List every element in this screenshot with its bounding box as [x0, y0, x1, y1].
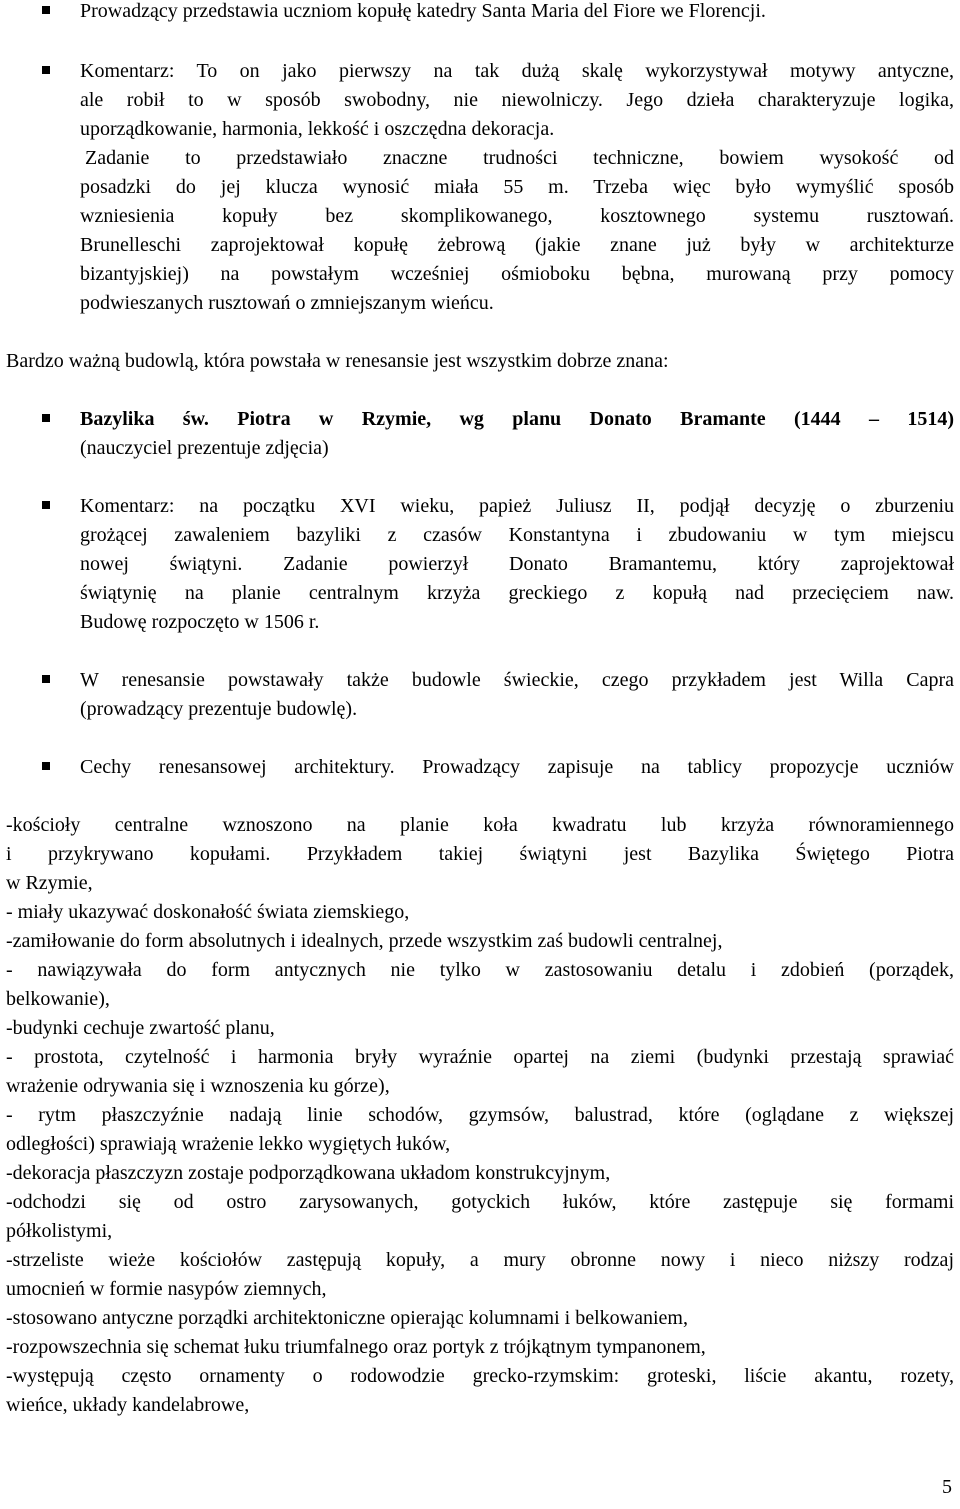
- list-line: -kościoły centralne wznoszono na planie koła kwadratu lub krzyża równoramiennego: [6, 814, 954, 836]
- list-line: odległości) sprawiają wrażenie lekko wygiętych łuków,: [6, 1133, 451, 1155]
- list-line: - rytm płaszczyźnie nadają linie schodów, gzymsów, balustrad, które (oglądane z większej: [6, 1104, 954, 1126]
- paragraph-line: Budowę rozpoczęto w 1506 r.: [80, 611, 320, 633]
- paragraph-line: podwieszanych rusztowań o zmniejszanym wieńcu.: [80, 292, 494, 314]
- paragraph-line: W renesansie powstawały także budowle świeckie, czego przykładem jest Willa Capra: [80, 669, 954, 691]
- paragraph-line: świątynię na planie centralnym krzyża greckiego z kopułą nad przecięciem naw.: [80, 582, 954, 604]
- paragraph-line: bizantyjskiej) na powstałym wcześniej ośmioboku bębna, murowaną przy pomocy: [80, 263, 954, 285]
- list-line: -dekoracja płaszczyzn zostaje podporządkowana układom konstrukcyjnym,: [6, 1162, 611, 1184]
- list-line: -występują często ornamenty o rodowodzie grecko-rzymskim: groteski, liście akantu, rozety,: [6, 1365, 954, 1387]
- list-line: -stosowano antyczne porządki architektoniczne opierając kolumnami i belkowaniem,: [6, 1307, 688, 1329]
- list-line: półkolistymi,: [6, 1220, 113, 1242]
- paragraph-line: Zadanie to przedstawiało znaczne trudności techniczne, bowiem wysokość od: [85, 147, 954, 169]
- list-line: w Rzymie,: [6, 872, 93, 894]
- bullet-square: [42, 66, 50, 74]
- list-line: belkowanie),: [6, 988, 110, 1010]
- paragraph-line: uporządkowanie, harmonia, lekkość i oszczędna dekoracja.: [80, 118, 555, 140]
- list-line: -strzeliste wieże kościołów zastępują kopuły, a mury obronne nowy i nieco niższy rodzaj: [6, 1249, 954, 1271]
- bullet-square: [42, 6, 50, 14]
- intro-text: Bardzo ważną budowlą, która powstała w renesansie jest wszystkim dobrze znana:: [6, 350, 669, 372]
- list-line: - prostota, czytelność i harmonia bryły wyraźnie opartej na ziemi (budynki przestają sprawiać: [6, 1046, 954, 1068]
- list-line: -rozpowszechnia się schemat łuku triumfalnego oraz portyk z trójkątnym tympanonem,: [6, 1336, 706, 1358]
- bullet-square: [42, 414, 50, 422]
- list-line: - miały ukazywać doskonałość świata ziemskiego,: [6, 901, 410, 923]
- heading-basilica-text: Bazylika św. Piotra w Rzymie, wg planu Donato Bramante (1444 – 1514): [80, 408, 954, 430]
- list-line: - nawiązywała do form antycznych nie tylko w zastosowaniu detalu i zdobień (porządek,: [6, 959, 954, 981]
- paragraph-line: ale robił to w sposób swobodny, nie niewolniczy. Jego dzieła charakteryzuje logika,: [80, 89, 954, 111]
- heading-basilica: [80, 408, 954, 430]
- paragraph-line: Komentarz: na początku XVI wieku, papież Juliusz II, podjął decyzję o zburzeniu: [80, 495, 954, 517]
- paragraph-line: Brunelleschi zaprojektował kopułę żebrową (jakie znane już były w architekturze: [80, 234, 954, 256]
- list-line: -zamiłowanie do form absolutnych i idealnych, przede wszystkim zaś budowli centralnej,: [6, 930, 723, 952]
- paragraph-line: nowej świątyni. Zadanie powierzył Donato Bramantemu, który zaprojektował: [80, 553, 954, 575]
- list-line: wrażenie odrywania się i wznoszenia ku górze),: [6, 1075, 390, 1097]
- paragraph-line: (prowadzący prezentuje budowlę).: [80, 698, 358, 720]
- paragraph-line: Cechy renesansowej architektury. Prowadzący zapisuje na tablicy propozycje uczniów: [80, 756, 954, 778]
- list-line: umocnień w formie nasypów ziemnych,: [6, 1278, 327, 1300]
- bullet-square: [42, 762, 50, 770]
- paragraph-line: Komentarz: To on jako pierwszy na tak dużą skalę wykorzystywał motywy antyczne,: [80, 60, 954, 82]
- list-line: wieńce, układy kandelabrowe,: [6, 1394, 250, 1416]
- bullet-square: [42, 501, 50, 509]
- paragraph-line: Prowadzący przedstawia uczniom kopułę katedry Santa Maria del Fiore we Florencji.: [80, 0, 766, 22]
- page-number: 5: [942, 1476, 952, 1498]
- bullet-square: [42, 675, 50, 683]
- list-line: -odchodzi się od ostro zarysowanych, gotyckich łuków, które zastępuje się formami: [6, 1191, 954, 1213]
- list-line: -budynki cechuje zwartość planu,: [6, 1017, 275, 1039]
- paragraph-line: grożącej zawaleniem bazyliki z czasów Konstantyna i zbudowaniu w tym miejscu: [80, 524, 954, 546]
- paragraph-line: posadzki do jej klucza wynosić miała 55 m. Trzeba więc było wymyślić sposób: [80, 176, 954, 198]
- list-line: i przykrywano kopułami. Przykładem takiej świątyni jest Bazylika Świętego Piotra: [6, 843, 954, 865]
- paragraph-line: (nauczyciel prezentuje zdjęcia): [80, 437, 329, 459]
- paragraph-line: wzniesienia kopuły bez skomplikowanego, kosztownego systemu rusztowań.: [80, 205, 954, 227]
